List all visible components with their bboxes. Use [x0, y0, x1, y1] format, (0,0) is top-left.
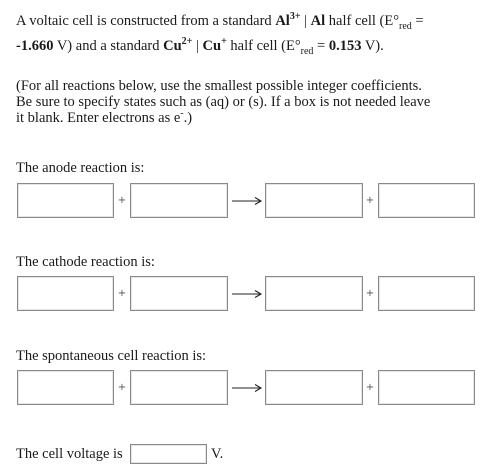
- spontaneous-product-1-input[interactable]: [265, 370, 363, 405]
- cu-metal: Cu: [202, 38, 222, 54]
- voltage-unit: V.: [211, 446, 224, 462]
- red-subscript: red: [300, 46, 314, 57]
- cu-metal-charge: +: [221, 36, 227, 47]
- reaction-arrow-icon: [231, 196, 263, 206]
- intro-text: A voltaic cell is constructed from a standard: [16, 13, 276, 29]
- anode-reactant-1-input[interactable]: [17, 183, 114, 218]
- separator: |: [192, 38, 203, 54]
- cathode-reactant-2-input[interactable]: [130, 276, 228, 311]
- reaction-arrow-icon: [231, 383, 263, 393]
- cathode-product-2-input[interactable]: [378, 276, 475, 311]
- cathode-product-1-input[interactable]: [265, 276, 363, 311]
- spontaneous-reactant-1-input[interactable]: [17, 370, 114, 405]
- plus-sign: +: [365, 382, 375, 393]
- plus-sign: +: [117, 195, 127, 206]
- al-ion: Al: [275, 13, 290, 29]
- plus-sign: +: [365, 288, 375, 299]
- anode-product-1-input[interactable]: [265, 183, 363, 218]
- cu-ion: Cu: [163, 38, 182, 54]
- intro-text: half cell (E°: [226, 38, 301, 54]
- intro-line-1: [16, 13, 424, 30]
- instructions-line-3: [16, 110, 192, 127]
- al-ion-charge: 3+: [289, 11, 301, 22]
- plus-sign: +: [117, 288, 127, 299]
- plus-sign: +: [365, 195, 375, 206]
- intro-text: =: [411, 13, 424, 29]
- al-metal: Al: [310, 13, 326, 29]
- instructions-text: .): [183, 110, 193, 126]
- electron-charge: -: [180, 108, 184, 119]
- cell-voltage-label: The cell voltage is: [16, 446, 123, 462]
- instructions-line-2: Be sure to specify states such as (aq) or (s). If a box is not needed leave: [16, 94, 431, 110]
- instructions-text: it blank. Enter electrons as e: [16, 110, 181, 126]
- anode-label: The anode reaction is:: [16, 160, 145, 176]
- intro-text: V) and a standard: [53, 38, 164, 54]
- reaction-arrow-icon: [231, 289, 263, 299]
- red-subscript: red: [399, 21, 412, 32]
- spontaneous-label: The spontaneous cell reaction is:: [16, 348, 207, 364]
- al-potential: -1.660: [16, 38, 54, 54]
- intro-text: half cell (E°: [325, 13, 400, 29]
- intro-text: =: [313, 38, 329, 54]
- cathode-reactant-1-input[interactable]: [17, 276, 114, 311]
- cell-voltage-input[interactable]: [130, 444, 207, 464]
- cu-ion-charge: 2+: [181, 36, 193, 47]
- plus-sign: +: [117, 382, 127, 393]
- anode-product-2-input[interactable]: [378, 183, 475, 218]
- instructions-line-1: (For all reactions below, use the smallest possible integer coefficients.: [16, 78, 422, 94]
- intro-line-2: [16, 38, 384, 55]
- spontaneous-product-2-input[interactable]: [378, 370, 475, 405]
- spontaneous-reactant-2-input[interactable]: [130, 370, 228, 405]
- separator: |: [300, 13, 311, 29]
- intro-text: V).: [361, 38, 384, 54]
- cu-potential: 0.153: [328, 38, 362, 54]
- cathode-label: The cathode reaction is:: [16, 254, 155, 270]
- anode-reactant-2-input[interactable]: [130, 183, 228, 218]
